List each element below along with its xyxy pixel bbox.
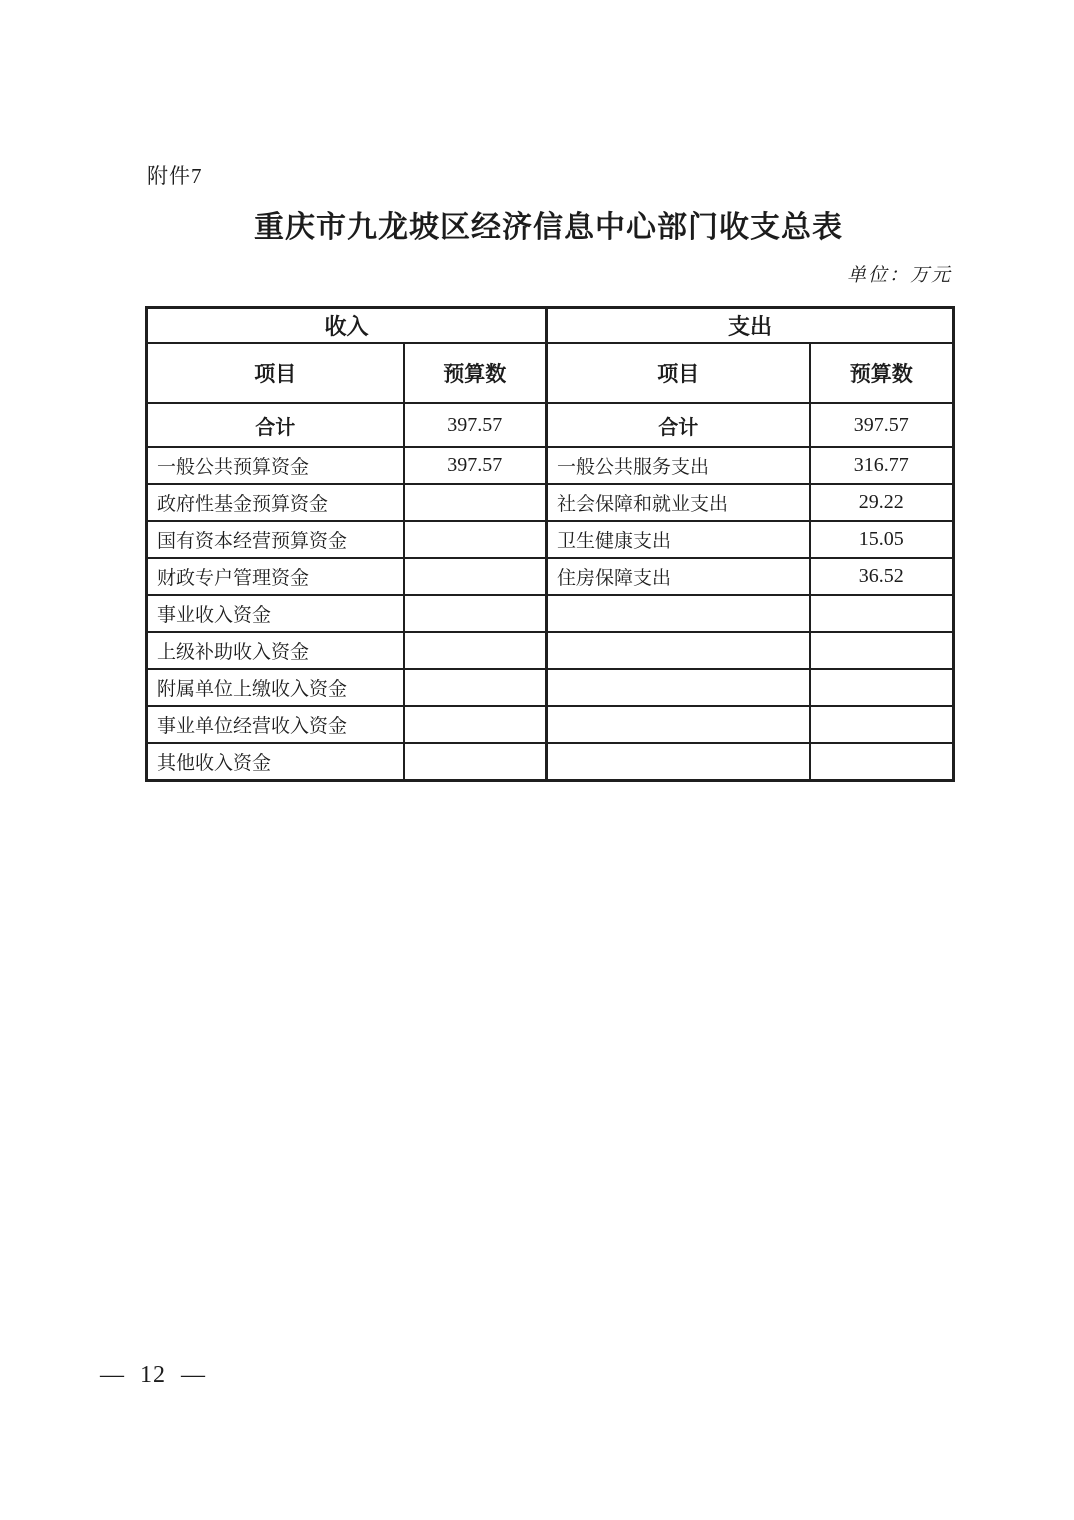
income-item-cell: 政府性基金预算资金 — [147, 484, 404, 521]
table-row-total — [147, 403, 954, 447]
table-row — [147, 484, 954, 521]
income-value-cell — [404, 632, 547, 669]
expenditure-section-header: 支出 — [547, 308, 954, 344]
income-value-cell — [404, 484, 547, 521]
section-header-row — [147, 308, 954, 344]
expense-value-cell — [810, 706, 954, 743]
expense-item-column-header: 项目 — [547, 343, 810, 403]
expense-total-value-cell: 397.57 — [810, 403, 954, 447]
income-item-cell: 附属单位上缴收入资金 — [147, 669, 404, 706]
table-row — [147, 558, 954, 595]
income-item-cell: 上级补助收入资金 — [147, 632, 404, 669]
income-total-label-cell: 合计 — [147, 403, 404, 447]
table-row — [147, 447, 954, 484]
attachment-label: 附件7 — [147, 164, 203, 188]
table-row — [147, 669, 954, 706]
expense-value-cell: 29.22 — [810, 484, 954, 521]
expense-item-cell: 社会保障和就业支出 — [547, 484, 810, 521]
expense-item-cell: 一般公共服务支出 — [547, 447, 810, 484]
expense-value-cell — [810, 595, 954, 632]
expense-item-cell — [547, 706, 810, 743]
expense-item-cell — [547, 669, 810, 706]
income-item-cell: 一般公共预算资金 — [147, 447, 404, 484]
income-item-cell: 事业单位经营收入资金 — [147, 706, 404, 743]
income-total-value-cell: 397.57 — [404, 403, 547, 447]
expense-value-cell: 15.05 — [810, 521, 954, 558]
income-item-cell: 财政专户管理资金 — [147, 558, 404, 595]
expense-value-cell: 36.52 — [810, 558, 954, 595]
budget-summary-table — [145, 306, 955, 782]
expense-item-cell: 卫生健康支出 — [547, 521, 810, 558]
income-value-cell — [404, 706, 547, 743]
page-number: — 12 — — [100, 1362, 206, 1388]
income-section-header: 收入 — [147, 308, 547, 344]
expense-total-label-cell: 合计 — [547, 403, 810, 447]
column-header-row — [147, 343, 954, 403]
expense-value-cell: 316.77 — [810, 447, 954, 484]
income-item-cell: 其他收入资金 — [147, 743, 404, 780]
table-row — [147, 706, 954, 743]
income-item-column-header: 项目 — [147, 343, 404, 403]
income-value-cell — [404, 595, 547, 632]
expense-value-cell — [810, 743, 954, 780]
page-title: 重庆市九龙坡区经济信息中心部门收支总表 — [254, 211, 843, 244]
expense-budget-column-header: 预算数 — [810, 343, 954, 403]
expense-item-cell — [547, 632, 810, 669]
expense-value-cell — [810, 669, 954, 706]
income-value-cell — [404, 521, 547, 558]
table-row — [147, 595, 954, 632]
income-value-cell — [404, 669, 547, 706]
table-row — [147, 521, 954, 558]
expense-item-cell — [547, 595, 810, 632]
income-item-cell: 事业收入资金 — [147, 595, 404, 632]
table-row — [147, 632, 954, 669]
income-value-cell — [404, 743, 547, 780]
expense-value-cell — [810, 632, 954, 669]
table-row — [147, 743, 954, 780]
unit-label: 单位：万元 — [846, 265, 952, 286]
income-item-cell: 国有资本经营预算资金 — [147, 521, 404, 558]
income-budget-column-header: 预算数 — [404, 343, 547, 403]
expense-item-cell — [547, 743, 810, 780]
income-value-cell: 397.57 — [404, 447, 547, 484]
expense-item-cell: 住房保障支出 — [547, 558, 810, 595]
income-value-cell — [404, 558, 547, 595]
